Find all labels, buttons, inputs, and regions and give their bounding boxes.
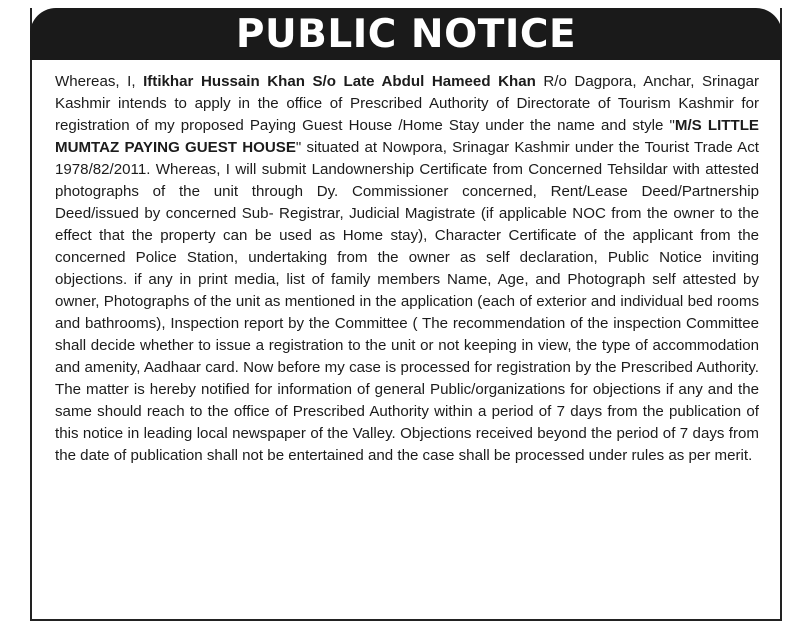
notice-header xyxy=(30,8,782,60)
body-text-intro: Whereas, I, xyxy=(55,73,144,90)
public-notice xyxy=(30,8,782,621)
notice-body xyxy=(55,71,759,467)
business-name: M/S LITTLE MUMTAZ PAYING GUEST HOUSE xyxy=(55,117,760,156)
applicant-name: Iftikhar Hussain Khan S/o Late Abdul Hameed Khan xyxy=(143,73,536,90)
notice-title: PUBLIC NOTICE xyxy=(235,12,577,57)
body-text-address: R/o Dagpora, Anchar, Srinagar Kashmir intends to apply in the office of Prescribed Authority of Directorate of Tourism Kashmir for registration of my proposed Paying Guest House /Home Stay under the name and style " xyxy=(55,73,760,134)
body-text-details: " situated at Nowpora, Srinagar Kashmir under the Tourist Trade Act 1978/82/2011. Whereas, I will submit Landownership Certificate from Concerned Tehsildar with attested photographs of the unit through Dy. Commissioner concerned, Rent/Lease Deed/Partnership Deed/issued by concerned Sub- Registrar, Judicial Magistrate (if applicable NOC from the owner to the effect that the property can be used as Home stay), Character Certificate of the applicant from the concerned Police Station, undertaking from the owner as self declaration, Public Notice inviting objections. if any in print media, list of family members Name, Age, and Photograph self attested by owner, Photographs of the unit as mentioned in the application (each of exterior and individual bed rooms and bathrooms), Inspection report by the Committee ( The recommendation of the inspection Committee shall decide whether to issue a registration to the unit or not keeping in view, the type of accommodation and amenity, Aadhaar card. Now before my case is processed for registration by the Prescribed Authority. The matter is hereby notified for information of general Public/organizations for objections if any and the same should reach to the office of Prescribed Authority within a period of 7 days from the publication of this notice in leading local newspaper of the Valley. Objections received beyond the period of 7 days from the date of publication shall not be entertained and the case shall be processed under rules as per merit. xyxy=(55,139,759,464)
